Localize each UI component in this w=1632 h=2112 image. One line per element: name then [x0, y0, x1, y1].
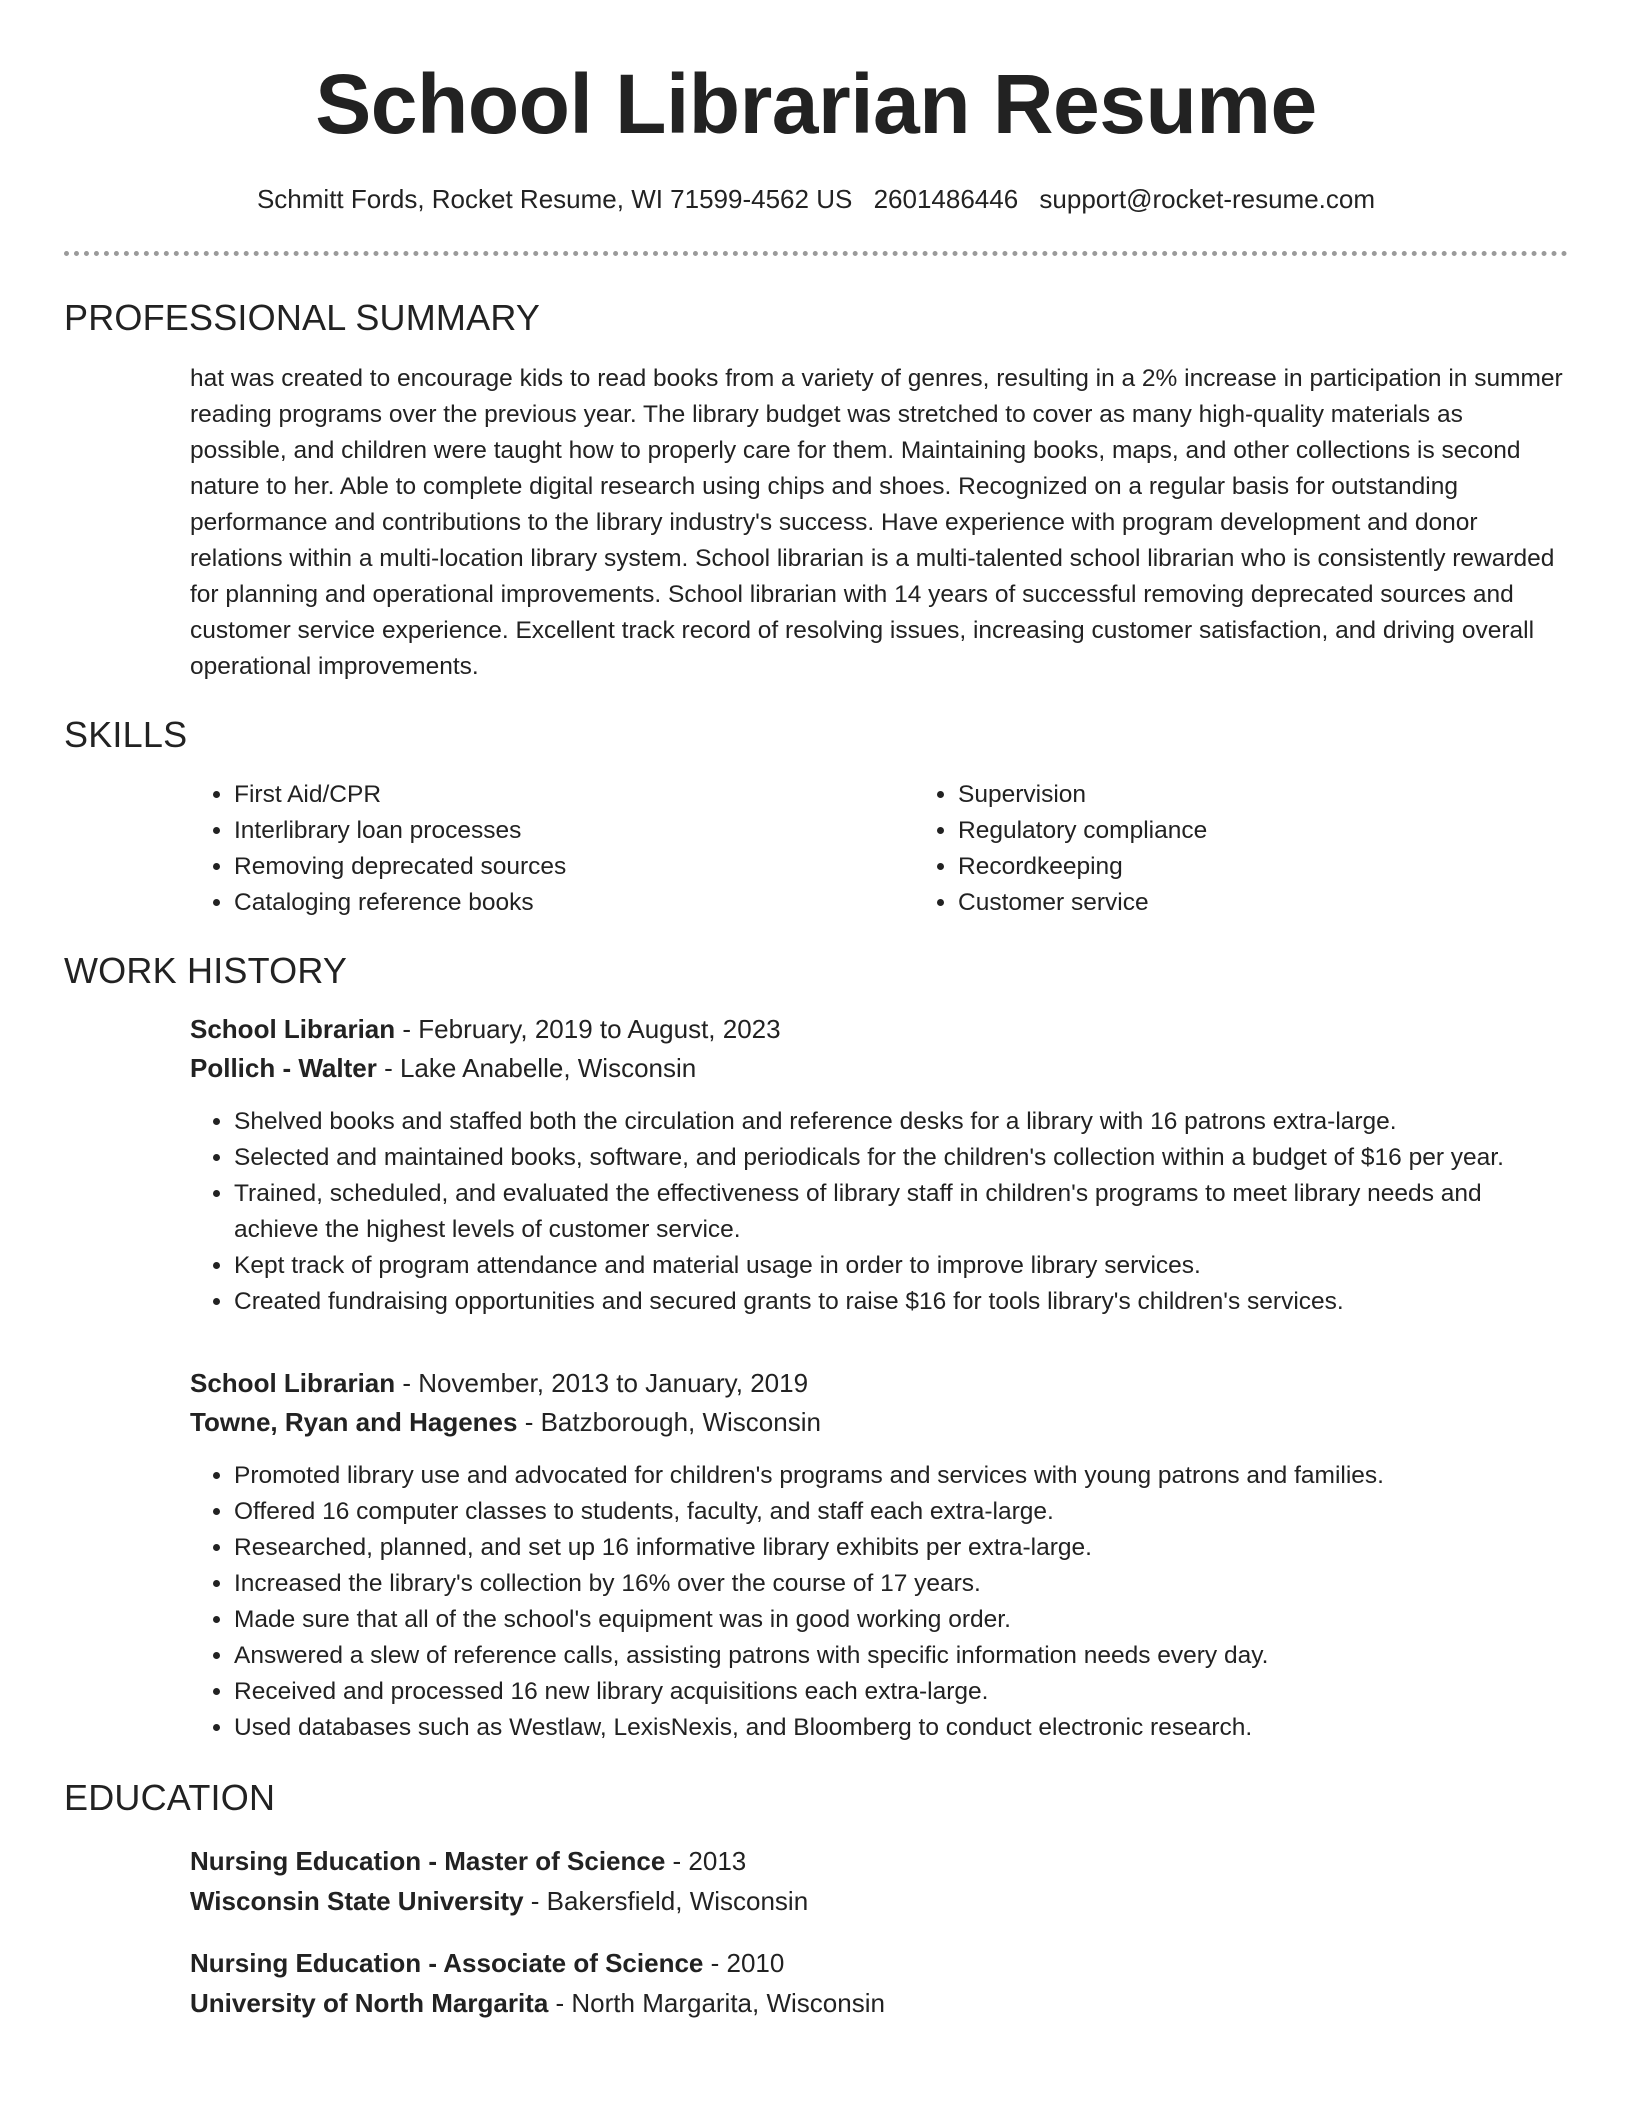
contact-email: support@rocket-resume.com — [1039, 184, 1376, 214]
education-school-line — [190, 1983, 1566, 2023]
job-location: - Batzborough, Wisconsin — [517, 1406, 821, 1437]
job-title-line — [190, 1010, 1566, 1049]
section-heading-education: EDUCATION — [64, 1776, 276, 1818]
job-bullet: • Used databases such as Westlaw, LexisNexis, and Bloomberg to conduct electronic research. — [234, 1710, 1566, 1746]
skill-item: • Interlibrary loan processes — [234, 813, 914, 849]
job-location: - Lake Anabelle, Wisconsin — [376, 1052, 697, 1083]
job-bullet: • Kept track of program attendance and material usage in order to improve library services. — [234, 1248, 1566, 1284]
job-bullet: • Shelved books and staffed both the circulation and reference desks for a library with 16 patrons extra-large. — [234, 1104, 1566, 1140]
section-heading-summary: PROFESSIONAL SUMMARY — [64, 297, 541, 339]
job-bullet: • Created fundraising opportunities and secured grants to raise $16 for tools library's children's services. — [234, 1284, 1566, 1320]
job-company: Pollich - Walter — [190, 1052, 377, 1083]
education-entry — [190, 1943, 1566, 2023]
skill-item: • Supervision — [958, 777, 1207, 813]
skill-item: • Removing deprecated sources — [234, 849, 914, 885]
job-bullet: • Increased the library's collection by 16% over the course of 17 years. — [234, 1566, 1566, 1602]
contact-phone: 2601486446 — [873, 184, 1019, 214]
skills-column-right — [914, 777, 1207, 921]
job-bullet: • Made sure that all of the school's equipment was in good working order. — [234, 1602, 1566, 1638]
contact-address: Schmitt Fords, Rocket Resume, WI 71599-4562 US — [256, 184, 853, 214]
education-degree-line — [190, 1841, 1566, 1881]
section-heading-skills: SKILLS — [64, 714, 188, 756]
job-bullet: • Trained, scheduled, and evaluated the effectiveness of library staff in children's programs to meet library needs and achieve the highest levels of customer service. — [234, 1176, 1566, 1248]
skill-item: • Regulatory compliance — [958, 813, 1207, 849]
job-company: Towne, Ryan and Hagenes — [190, 1406, 518, 1437]
contact-line — [0, 184, 1632, 215]
job-title-line — [190, 1364, 1566, 1403]
education-entry — [190, 1841, 1566, 1921]
job-company-line — [190, 1049, 1566, 1088]
job-dates: - February, 2019 to August, 2023 — [395, 1013, 781, 1044]
skill-item: • Cataloging reference books — [234, 885, 914, 921]
job-bullet: • Promoted library use and advocated for children's programs and services with young patrons and families. — [234, 1458, 1566, 1494]
dotted-divider — [64, 251, 1568, 256]
education-location: - North Margarita, Wisconsin — [548, 1987, 885, 2018]
job-company-line — [190, 1403, 1566, 1442]
education-school: Wisconsin State University — [190, 1885, 524, 1916]
education-location: - Bakersfield, Wisconsin — [523, 1885, 809, 1916]
education-year: - 2013 — [665, 1845, 747, 1876]
education-degree: Nursing Education - Master of Science — [190, 1845, 666, 1876]
job-dates: - November, 2013 to January, 2019 — [395, 1367, 809, 1398]
job-bullet: • Researched, planned, and set up 16 informative library exhibits per extra-large. — [234, 1530, 1566, 1566]
resume-title: School Librarian Resume — [315, 57, 1317, 151]
education-school-line — [190, 1881, 1566, 1921]
education-school: University of North Margarita — [190, 1987, 549, 2018]
education-degree-line — [190, 1943, 1566, 1983]
job-entry — [190, 1010, 1566, 1320]
job-title: School Librarian — [190, 1367, 396, 1398]
job-bullet: • Offered 16 computer classes to students, faculty, and staff each extra-large. — [234, 1494, 1566, 1530]
job-bullets — [190, 1458, 1566, 1746]
skills-column-left — [190, 777, 914, 921]
job-title: School Librarian — [190, 1013, 396, 1044]
summary-paragraph: hat was created to encourage kids to read books from a variety of genres, resulting in a 2% increase in participation in summer reading programs over the previous year. The library budget was stretched to cover as many high-quality materials as possible, and children were taught how to properly care for them. Maintaining books, maps, and other collections is second nature to her. Able to complete digital research using chips and shoes. Recognized on a regular basis for outstanding performance and contributions to the library industry's success. Have experience with program development and donor relations within a multi-location library system. School librarian is a multi-talented school librarian who is consistently rewarded for planning and operational improvements. School librarian with 14 years of successful removing deprecated sources and customer service experience. Excellent track record of resolving issues, increasing customer satisfaction, and driving overall operational improvements. — [190, 365, 1563, 681]
job-entry — [190, 1364, 1566, 1746]
job-bullet: • Received and processed 16 new library acquisitions each extra-large. — [234, 1674, 1566, 1710]
skill-item: • Customer service — [958, 885, 1207, 921]
skills-list — [190, 777, 1566, 921]
job-bullet: • Answered a slew of reference calls, assisting patrons with specific information needs every day. — [234, 1638, 1566, 1674]
job-bullet: • Selected and maintained books, software, and periodicals for the children's collection within a budget of $16 per year. — [234, 1140, 1566, 1176]
section-heading-work-history: WORK HISTORY — [64, 949, 348, 991]
skill-item: • Recordkeeping — [958, 849, 1207, 885]
skill-item: • First Aid/CPR — [234, 777, 914, 813]
education-year: - 2010 — [703, 1947, 785, 1978]
education-degree: Nursing Education - Associate of Science — [190, 1947, 704, 1978]
job-bullets — [190, 1104, 1566, 1320]
